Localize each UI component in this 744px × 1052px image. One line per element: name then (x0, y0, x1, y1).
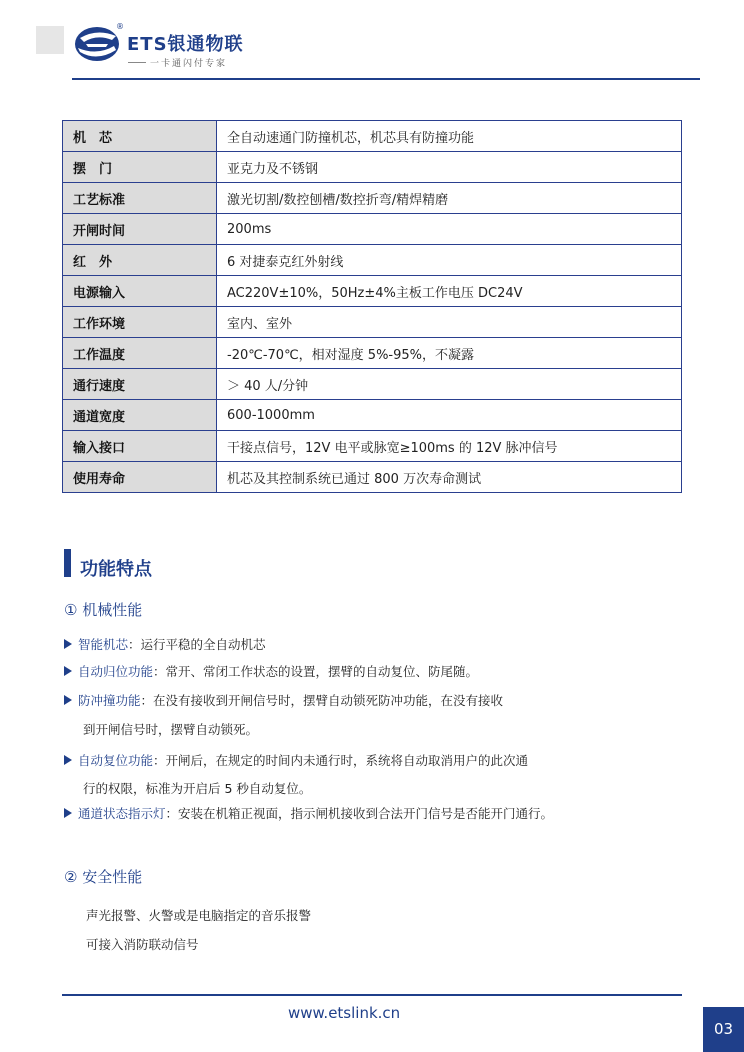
feature-keyword: 通道状态指示灯 (78, 806, 166, 821)
feature-text: ：在没有接收到开闸信号时，摆臂自动锁死防冲功能，在没有接收 (140, 693, 504, 708)
spec-label: 机 芯 (63, 121, 217, 152)
triangle-bullet-icon (64, 755, 72, 765)
spec-value: 全自动速通门防撞机芯，机芯具有防撞功能 (217, 121, 682, 152)
spec-label: 工作环境 (63, 307, 217, 338)
feature-item (64, 748, 664, 774)
spec-label: 红 外 (63, 245, 217, 276)
feature-keyword: 防冲撞功能 (78, 693, 141, 708)
spec-row (63, 307, 682, 338)
spec-row (63, 214, 682, 245)
spec-row (63, 152, 682, 183)
spec-value: ＞ 40 人/分钟 (217, 369, 682, 400)
spec-row (63, 338, 682, 369)
feature-item (64, 688, 664, 714)
triangle-bullet-icon (64, 639, 72, 649)
page-number: 03 (703, 1007, 744, 1052)
spec-label: 通行速度 (63, 369, 217, 400)
feature-keyword: 自动归位功能 (78, 664, 154, 679)
spec-value: 亚克力及不锈钢 (217, 152, 682, 183)
safety-title: ② 安全性能 (64, 868, 143, 886)
spec-value: 室内、室外 (217, 307, 682, 338)
spec-label: 摆 门 (63, 152, 217, 183)
brand-name: ETS银通物联 (127, 34, 244, 55)
section-title: 功能特点 (80, 559, 152, 580)
spec-row (63, 431, 682, 462)
feature-continuation: 行的权限，标准为开启后 5 秒自动复位。 (83, 781, 312, 796)
spec-value: -20℃-70℃，相对湿度 5%-95%，不凝露 (217, 338, 682, 369)
spec-table (62, 120, 682, 493)
spec-label: 工作温度 (63, 338, 217, 369)
spec-label: 输入接口 (63, 431, 217, 462)
spec-value: 干接点信号，12V 电平或脉宽≥100ms 的 12V 脉冲信号 (217, 431, 682, 462)
triangle-bullet-icon (64, 808, 72, 818)
spec-row (63, 276, 682, 307)
feature-text: ：运行平稳的全自动机芯 (128, 637, 266, 652)
spec-label: 使用寿命 (63, 462, 217, 493)
slogan-divider (128, 62, 146, 63)
triangle-bullet-icon (64, 695, 72, 705)
feature-item (64, 632, 664, 658)
ets-logo-icon (72, 24, 122, 64)
spec-row (63, 462, 682, 493)
spec-label: 电源输入 (63, 276, 217, 307)
spec-row (63, 400, 682, 431)
feature-keyword: 智能机芯 (78, 637, 129, 652)
spec-label: 通道宽度 (63, 400, 217, 431)
website-link[interactable]: www.etslink.cn (288, 1004, 401, 1022)
spec-value: 200ms (217, 214, 682, 245)
spec-value: 600-1000mm (217, 400, 682, 431)
spec-row (63, 369, 682, 400)
registered-mark: ® (116, 22, 124, 31)
spec-row (63, 183, 682, 214)
safety-item: 声光报警、火警或是电脑指定的音乐报警 (86, 908, 312, 923)
section-marker (64, 549, 71, 577)
feature-text: ：安装在机箱正视面，指示闸机接收到合法开门信号是否能开门通行。 (165, 806, 554, 821)
feature-continuation: 到开闸信号时，摆臂自动锁死。 (83, 722, 259, 737)
footer-divider (62, 994, 682, 996)
header-divider (72, 78, 700, 80)
mechanical-title: ① 机械性能 (64, 601, 143, 619)
feature-text: ：常开、常闭工作状态的设置，摆臂的自动复位、防尾随。 (153, 664, 479, 679)
spec-label: 工艺标准 (63, 183, 217, 214)
spec-row (63, 121, 682, 152)
feature-item (64, 659, 664, 685)
spec-value: 机芯及其控制系统已通过 800 万次寿命测试 (217, 462, 682, 493)
feature-keyword: 自动复位功能 (78, 753, 154, 768)
spec-value: 激光切割/数控刨槽/数控折弯/精焊精磨 (217, 183, 682, 214)
spec-row (63, 245, 682, 276)
triangle-bullet-icon (64, 666, 72, 676)
spec-label: 开闸时间 (63, 214, 217, 245)
spec-value: AC220V±10%，50Hz±4%主板工作电压 DC24V (217, 276, 682, 307)
feature-text: ：开闸后，在规定的时间内未通行时，系统将自动取消用户的此次通 (153, 753, 529, 768)
corner-mark (36, 26, 64, 54)
brand-slogan: 一卡通闪付专家 (150, 59, 228, 69)
safety-item: 可接入消防联动信号 (86, 937, 199, 952)
feature-item (64, 801, 664, 827)
spec-value: 6 对捷泰克红外射线 (217, 245, 682, 276)
